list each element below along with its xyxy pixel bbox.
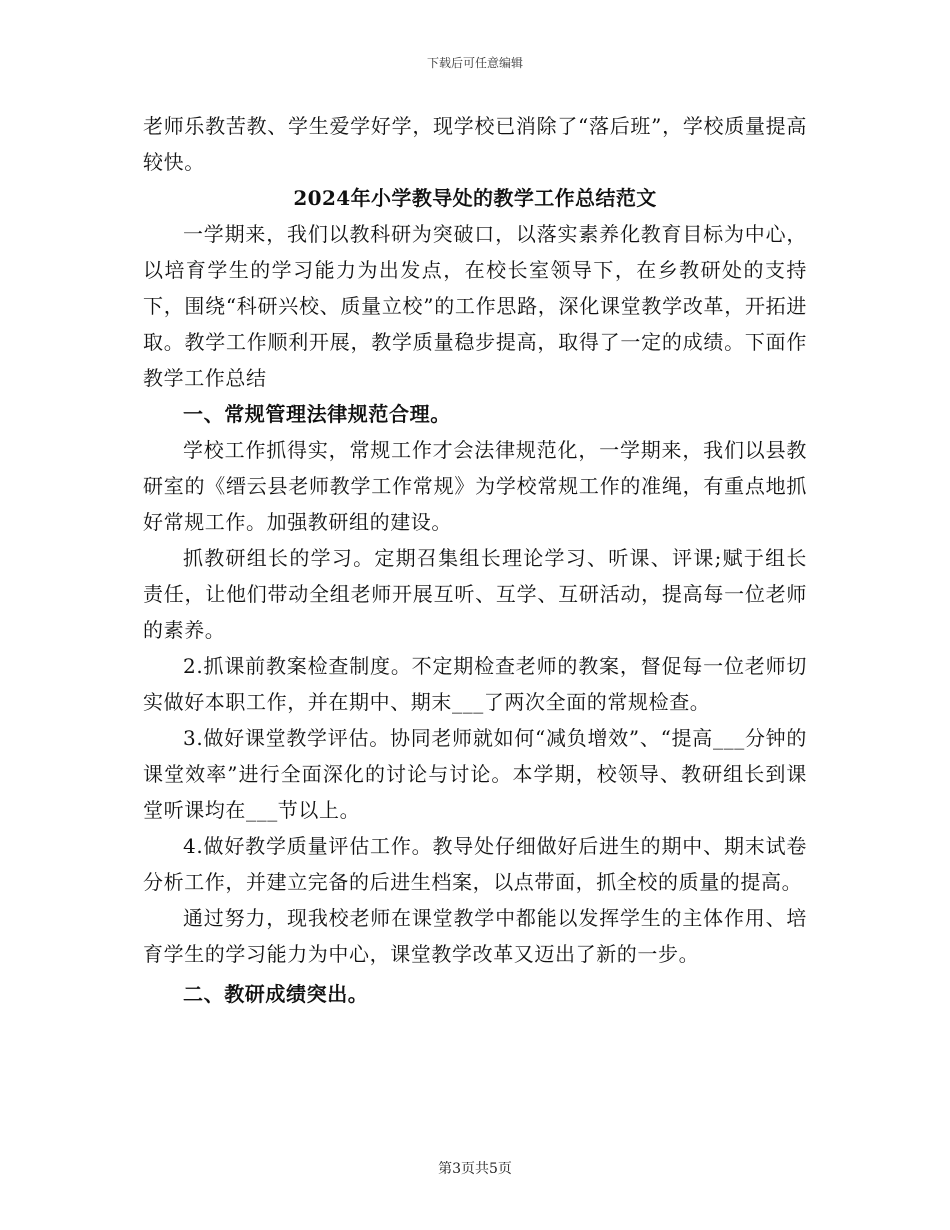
intro-paragraph: 一学期来，我们以教科研为突破口，以落实素养化教育目标为中心，以培育学生的学习能力为出发点，在校长室领导下，在乡教研处的支持下，围绕“科研兴校、质量立校”的工作思路，深化课堂教学改革，开拓进取。教学工作顺利开展，教学质量稳步提高，取得了一定的成绩。下面作教学工作总结 [143,222,807,390]
page-header-note: 下载后可任意编辑 [426,56,523,70]
paragraph-classroom-evaluation: 3.做好课堂教学评估。协同老师就如何“减负增效”、“提高___分钟的课堂效率”进行全面深化的讨论与讨论。本学期，校领导、教研组长到课堂听课均在___节以上。 [143,726,807,822]
paragraph-conclusion: 通过努力，现我校老师在课堂教学中都能以发挥学生的主体作用、培育学生的学习能力为中心，课堂教学改革又迈出了新的一步。 [143,906,807,966]
paragraph-group-leaders: 抓教研组长的学习。定期召集组长理论学习、听课、评课;赋于组长责任，让他们带动全组老师开展互听、互学、互研活动，提高每一位老师的素养。 [143,546,807,642]
section-heading-routine-management: 一、常规管理法律规范合理。 [183,402,451,426]
document-body [143,108,807,1012]
paragraph-quality-evaluation: 4.做好教学质量评估工作。教导处仔细做好后进生的期中、期末试卷分析工作，并建立完备的后进生档案，以点带面，抓全校的质量的提高。 [143,834,807,894]
document-title: 2024年小学教导处的教学工作总结范文 [293,186,657,210]
lead-paragraph: 老师乐教苦教、学生爱学好学，现学校已消除了“落后班”，学校质量提高较快。 [143,114,807,174]
page-number: 第3页共5页 [438,1161,512,1177]
section-heading-research-results: 二、教研成绩突出。 [183,982,369,1006]
paragraph-lesson-plan-check: 2.抓课前教案检查制度。不定期检查老师的教案，督促每一位老师切实做好本职工作，并在期中、期末___了两次全面的常规检查。 [143,654,807,714]
paragraph-routine-work: 学校工作抓得实，常规工作才会法律规范化，一学期来，我们以县教研室的《缙云县老师教学工作常规》为学校常规工作的准绳，有重点地抓好常规工作。加强教研组的建设。 [143,438,807,534]
